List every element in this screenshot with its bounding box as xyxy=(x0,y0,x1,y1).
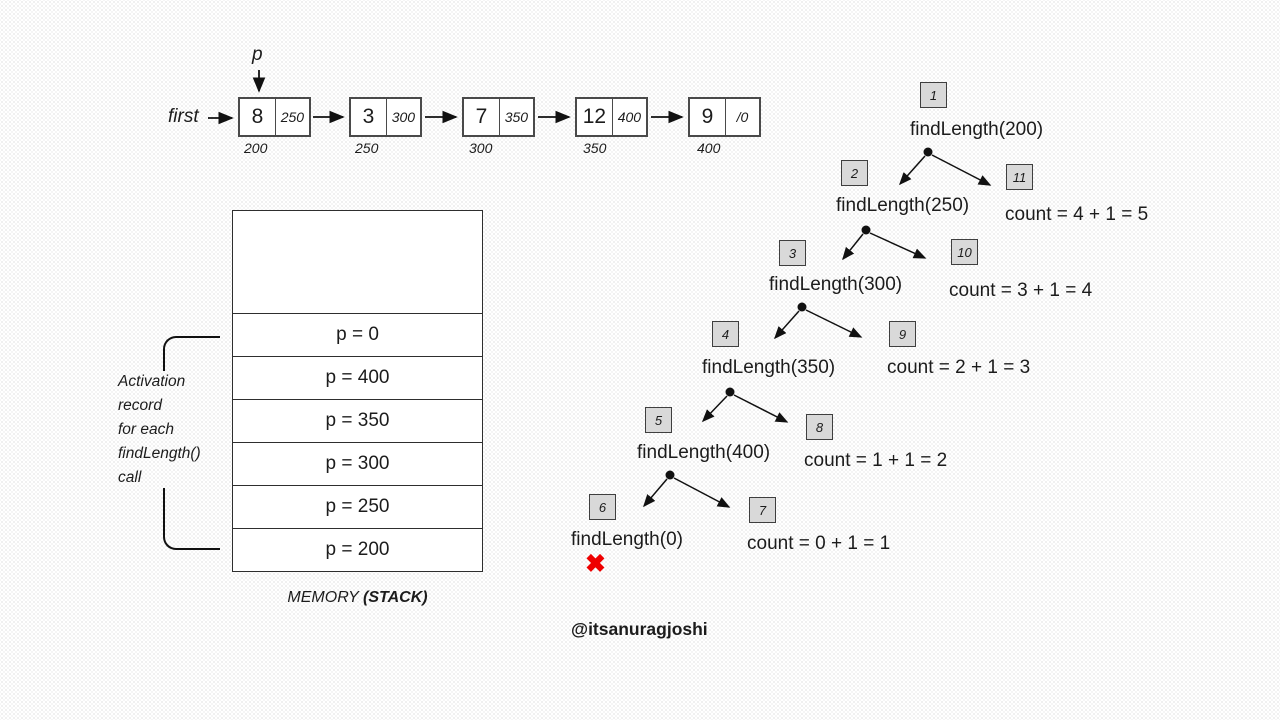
count-result: count = 1 + 1 = 2 xyxy=(804,450,948,471)
recurse-edge xyxy=(843,234,863,259)
call-label: findLength(300) xyxy=(769,274,903,295)
step-badge: 1 xyxy=(920,82,947,108)
stack-frame: p = 350 xyxy=(233,399,482,442)
count-result: count = 4 + 1 = 5 xyxy=(1005,204,1149,225)
branch-dot xyxy=(666,471,675,480)
note-line: Activation xyxy=(118,373,186,390)
step-badge: 7 xyxy=(749,497,776,523)
node-next-pointer: 300 xyxy=(386,99,420,135)
node-data: 7 xyxy=(475,105,488,128)
stack-caption xyxy=(232,589,483,607)
note-line: call xyxy=(118,469,142,486)
stack-frame: p = 400 xyxy=(233,356,482,399)
return-edge xyxy=(674,478,729,507)
call-label: findLength(250) xyxy=(836,195,970,216)
p-pointer-label: p xyxy=(252,44,263,65)
list-node xyxy=(575,97,648,137)
node-address: 250 xyxy=(355,140,379,156)
branch-dot xyxy=(726,388,735,397)
node-address: 350 xyxy=(583,140,607,156)
step-badge: 10 xyxy=(951,239,978,265)
base-case-cross-icon: ✖ xyxy=(585,550,606,578)
return-edge xyxy=(734,395,787,422)
node-data: 12 xyxy=(582,105,607,128)
memory-stack xyxy=(232,210,483,572)
head-pointer-label: first xyxy=(168,106,199,127)
branch-dot xyxy=(924,148,933,157)
recurse-edge xyxy=(775,311,799,338)
count-result: count = 3 + 1 = 4 xyxy=(949,280,1093,301)
watermark: @itsanuragjoshi xyxy=(571,619,708,639)
node-address: 200 xyxy=(244,140,268,156)
return-edge xyxy=(806,310,861,337)
step-badge: 5 xyxy=(645,407,672,433)
step-badge: 6 xyxy=(589,494,616,520)
call-label: findLength(350) xyxy=(702,357,836,378)
brace-top-hook xyxy=(163,336,220,371)
step-badge: 8 xyxy=(806,414,833,440)
note-line: findLength() xyxy=(118,445,201,462)
recurse-edge xyxy=(644,479,667,506)
stack-caption-stack: (STACK) xyxy=(363,589,428,606)
branch-dot xyxy=(798,303,807,312)
recurse-edge xyxy=(900,156,925,184)
activation-record-note xyxy=(118,370,201,490)
stack-frame: p = 250 xyxy=(233,485,482,528)
branch-dot xyxy=(862,226,871,235)
list-node xyxy=(462,97,535,137)
node-data: 9 xyxy=(701,105,714,128)
call-label: findLength(200) xyxy=(910,119,1044,140)
step-badge: 11 xyxy=(1006,164,1033,190)
count-result: count = 2 + 1 = 3 xyxy=(887,357,1031,378)
stack-frame: p = 300 xyxy=(233,442,482,485)
return-edge xyxy=(932,155,990,185)
stack-frame: p = 0 xyxy=(233,313,482,356)
node-next-pointer: 350 xyxy=(499,99,533,135)
node-address: 400 xyxy=(697,140,721,156)
node-next-pointer: 250 xyxy=(275,99,309,135)
node-next-pointer: /0 xyxy=(725,99,759,135)
list-node xyxy=(688,97,761,137)
list-node xyxy=(238,97,311,137)
call-label: findLength(0) xyxy=(571,529,683,550)
node-data: 8 xyxy=(251,105,264,128)
stack-frame: p = 200 xyxy=(233,528,482,571)
recurse-edge xyxy=(703,396,727,421)
stack-caption-memory: MEMORY xyxy=(287,589,359,606)
node-data: 3 xyxy=(362,105,375,128)
stack-empty-region xyxy=(233,211,482,313)
step-badge: 2 xyxy=(841,160,868,186)
count-result: count = 0 + 1 = 1 xyxy=(747,533,891,554)
node-next-pointer: 400 xyxy=(612,99,646,135)
step-badge: 9 xyxy=(889,321,916,347)
step-badge: 3 xyxy=(779,240,806,266)
note-line: record xyxy=(118,397,162,414)
step-badge: 4 xyxy=(712,321,739,347)
return-edge xyxy=(870,233,925,258)
call-label: findLength(400) xyxy=(637,442,771,463)
note-line: for each xyxy=(118,421,175,438)
brace-bottom-hook xyxy=(163,488,220,550)
list-node xyxy=(349,97,422,137)
node-address: 300 xyxy=(469,140,493,156)
